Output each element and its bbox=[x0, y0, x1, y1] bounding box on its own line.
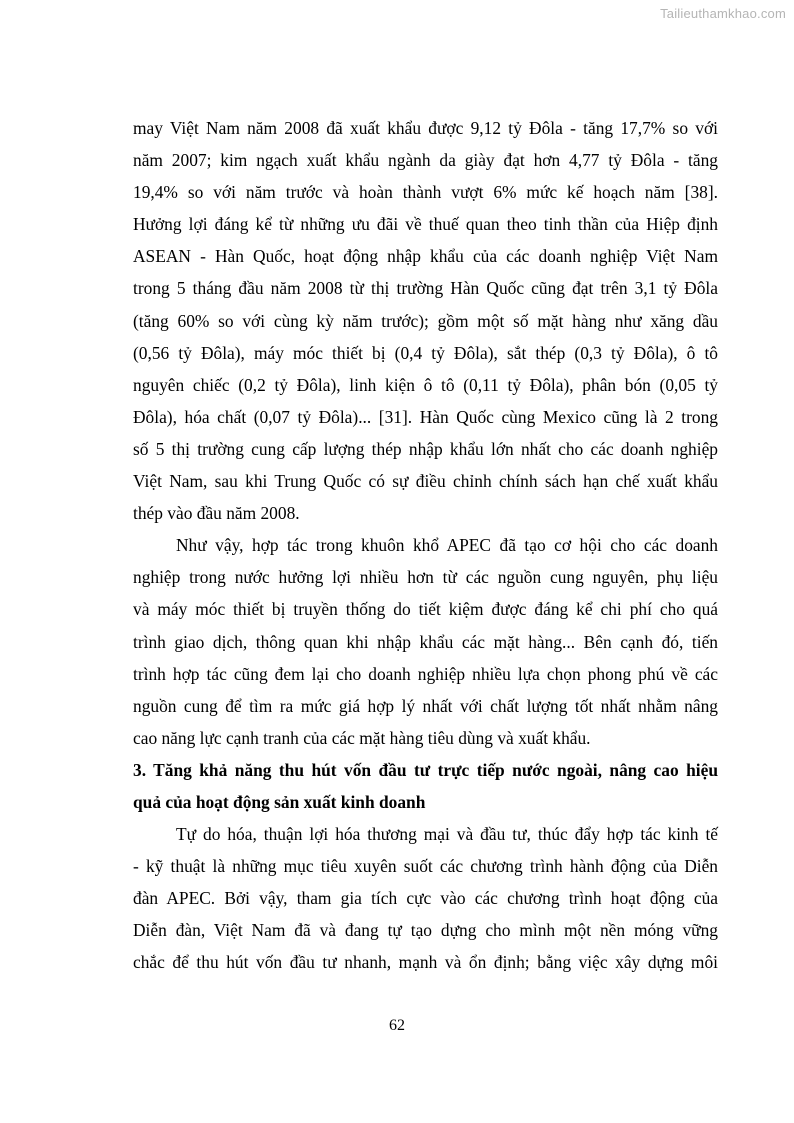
text-line: ASEAN - Hàn Quốc, hoạt động nhập khẩu của các doanh nghiệp Việt Nam bbox=[133, 246, 718, 267]
text-line: năm 2007; kim ngạch xuất khẩu ngành da giày đạt hơn 4,77 tỷ Đôla - tăng bbox=[133, 150, 718, 171]
document-body bbox=[133, 112, 718, 979]
text-line: Như vậy, hợp tác trong khuôn khổ APEC đã tạo cơ hội cho các doanh bbox=[176, 535, 718, 556]
paragraph-fdi-attraction bbox=[133, 818, 718, 978]
text-line: nguyên chiếc (0,2 tỷ Đôla), linh kiện ô tô (0,11 tỷ Đôla), phân bón (0,05 tỷ bbox=[133, 374, 718, 395]
paragraph-trade-figures bbox=[133, 112, 718, 529]
text-line: trình hợp tác cũng đem lại cho doanh nghiệp nhiều lựa chọn phong phú về các bbox=[133, 663, 718, 684]
watermark-text: Tailieuthamkhao.com bbox=[660, 6, 786, 21]
text-line: Việt Nam, sau khi Trung Quốc có sự điều chỉnh chính sách hạn chế xuất khẩu bbox=[133, 471, 718, 492]
text-line: thép vào đầu năm 2008. bbox=[133, 503, 300, 524]
page-number: 62 bbox=[389, 1017, 405, 1034]
text-line: (0,56 tỷ Đôla), máy móc thiết bị (0,4 tỷ Đôla), sắt thép (0,3 tỷ Đôla), ô tô bbox=[133, 342, 718, 363]
text-line: Diễn đàn, Việt Nam đã và đang tự tạo dựng cho mình một nền móng vững bbox=[133, 920, 718, 941]
text-line: trình giao dịch, thông quan khi nhập khẩu các mặt hàng... Bên cạnh đó, tiến bbox=[133, 631, 718, 652]
text-line: số 5 thị trường cung cấp lượng thép nhập khẩu lớn nhất cho các doanh nghiệp bbox=[133, 438, 718, 459]
heading-line: 3. Tăng khả năng thu hút vốn đầu tư trực tiếp nước ngoài, nâng cao hiệu bbox=[133, 759, 718, 780]
text-line: nghiệp trong nước hưởng lợi nhiều hơn từ các nguồn cung nguyên, phụ liệu bbox=[133, 567, 718, 588]
text-line: và máy móc thiết bị truyền thống do tiết kiệm được đáng kể chi phí cho quá bbox=[133, 599, 718, 620]
text-line: Đôla), hóa chất (0,07 tỷ Đôla)... [31]. Hàn Quốc cùng Mexico cũng là 2 trong bbox=[133, 406, 718, 427]
section-heading bbox=[133, 754, 718, 818]
text-line: may Việt Nam năm 2008 đã xuất khẩu được 9,12 tỷ Đôla - tăng 17,7% so với bbox=[133, 118, 718, 138]
text-line: nguồn cung để tìm ra mức giá hợp lý nhất với chất lượng tốt nhất nhằm nâng bbox=[133, 695, 718, 716]
text-line: (tăng 60% so với cùng kỳ năm trước); gồm một số mặt hàng như xăng dầu bbox=[133, 310, 718, 331]
text-line: Tự do hóa, thuận lợi hóa thương mại và đầu tư, thúc đẩy hợp tác kinh tế bbox=[176, 824, 718, 845]
text-line: đàn APEC. Bởi vậy, tham gia tích cực vào các chương trình hoạt động của bbox=[133, 888, 718, 909]
paragraph-apec-cooperation bbox=[133, 529, 718, 754]
text-line: cao năng lực cạnh tranh của các mặt hàng tiêu dùng và xuất khẩu. bbox=[133, 727, 591, 748]
text-line: Hưởng lợi đáng kể từ những ưu đãi về thuế quan theo tinh thần của Hiệp định bbox=[133, 214, 718, 235]
text-line: - kỹ thuật là những mục tiêu xuyên suốt các chương trình hành động của Diễn bbox=[133, 856, 718, 877]
text-line: trong 5 tháng đầu năm 2008 từ thị trường Hàn Quốc cũng đạt trên 3,1 tỷ Đôla bbox=[133, 278, 718, 299]
text-line: chắc để thu hút vốn đầu tư nhanh, mạnh và ổn định; bằng việc xây dựng môi bbox=[133, 952, 718, 973]
text-line: 19,4% so với năm trước và hoàn thành vượt 6% mức kế hoạch năm [38]. bbox=[133, 182, 718, 203]
heading-line: quả của hoạt động sản xuất kinh doanh bbox=[133, 791, 426, 812]
